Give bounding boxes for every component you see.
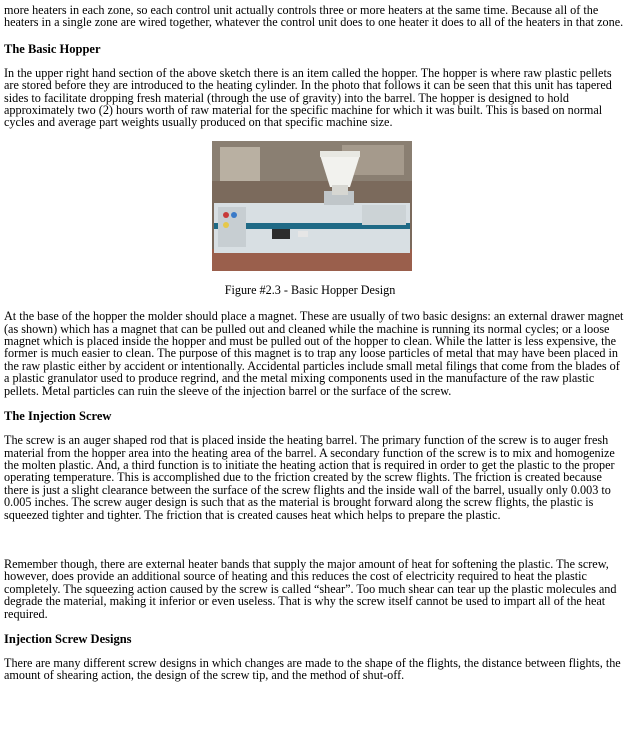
figure-caption: Figure #2.3 - Basic Hopper Design xyxy=(224,282,396,297)
document-page xyxy=(4,4,626,682)
hopper-paragraph: In the upper right hand section of the above sketch there is an item called the hopper. The hopper is where raw plastic pellets are stored before they are introduced to the heating cylinder. In the photo that follows it can be seen that this unit has tapered sides to facilitate dropping fresh material (through the use of gravity) into the barrel. The hopper is designed to hold approximately two (2) hours worth of raw material for the specific machine for which it was built. This is based on normal cycles and average part weights usually produced on that specific machine size. xyxy=(4,65,612,130)
remember-paragraph: Remember though, there are external heater bands that supply the major amount of heat for softening the plastic. The screw, however, does provide an additional source of heating and this reduces the cost of electricity required to heat the plastic completely. The squeezing action caused by the screw is called “shear”. Too much shear can tear up the plastic molecules and degrade the material, making it inferior or even useless. That is why the screw itself cannot be used to impart all of the heat required. xyxy=(4,556,617,621)
hopper-heading: The Basic Hopper xyxy=(4,41,101,56)
designs-paragraph: There are many different screw designs in which changes are made to the shape of the flights, the distance between flights, the amount of shearing action, the design of the screw tip, and the method of shut-off. xyxy=(4,655,621,683)
screw-heading: The Injection Screw xyxy=(4,409,112,424)
intro-paragraph: more heaters in each zone, so each control unit actually controls three or more heaters at the same time. Because all of the heaters in a single zone are wired together, whatever the control unit does to one heater it does to all of the heaters in that zone. xyxy=(4,3,624,30)
designs-heading: Injection Screw Designs xyxy=(4,631,132,646)
screw-paragraph: The screw is an auger shaped rod that is placed inside the heating barrel. The primary function of the screw is to auger fresh material from the hopper area into the heating area of the barrel. A secondary function of the screw is to mix and homogenize the molten plastic. And, a third function is to initiate the heating action that is required in order to get the plastic to the proper operating temperature. This is accomplished due to the friction created by the screw flights. The friction is created because there is just a slight clearance between the surface of the screw flights and the inside wall of the barrel, usually only 0.003 to 0.005 inches. The screw auger design is such that as the material is brought forward along the screw flights, the plastic is squeezed tighter and tighter. The friction that is created causes heat which helps to prepare the plastic. xyxy=(4,433,615,522)
magnet-paragraph: At the base of the hopper the molder should place a magnet. These are usually of two basic designs: an external drawer magnet (as shown) which has a magnet that can be pulled out and cleaned while the machine is running its normal cycles; or a loose magnet which is placed inside the hopper and must be pulled out of the hopper to clean. While the latter is less expensive, the former is much easier to clean. The purpose of this magnet is to trap any loose particles of metal that may have been placed in the raw plastic either by accident or intentionally. Accidental particles include small metal filings that come from the blades of a plastic granulator used to produce regrind, and the metal mixing components used in the manufacture of the raw plastic pellets. Metal particles can ruin the sleeve of the injection barrel or the surface of the screw. xyxy=(4,309,624,398)
hopper-photo xyxy=(212,141,412,271)
